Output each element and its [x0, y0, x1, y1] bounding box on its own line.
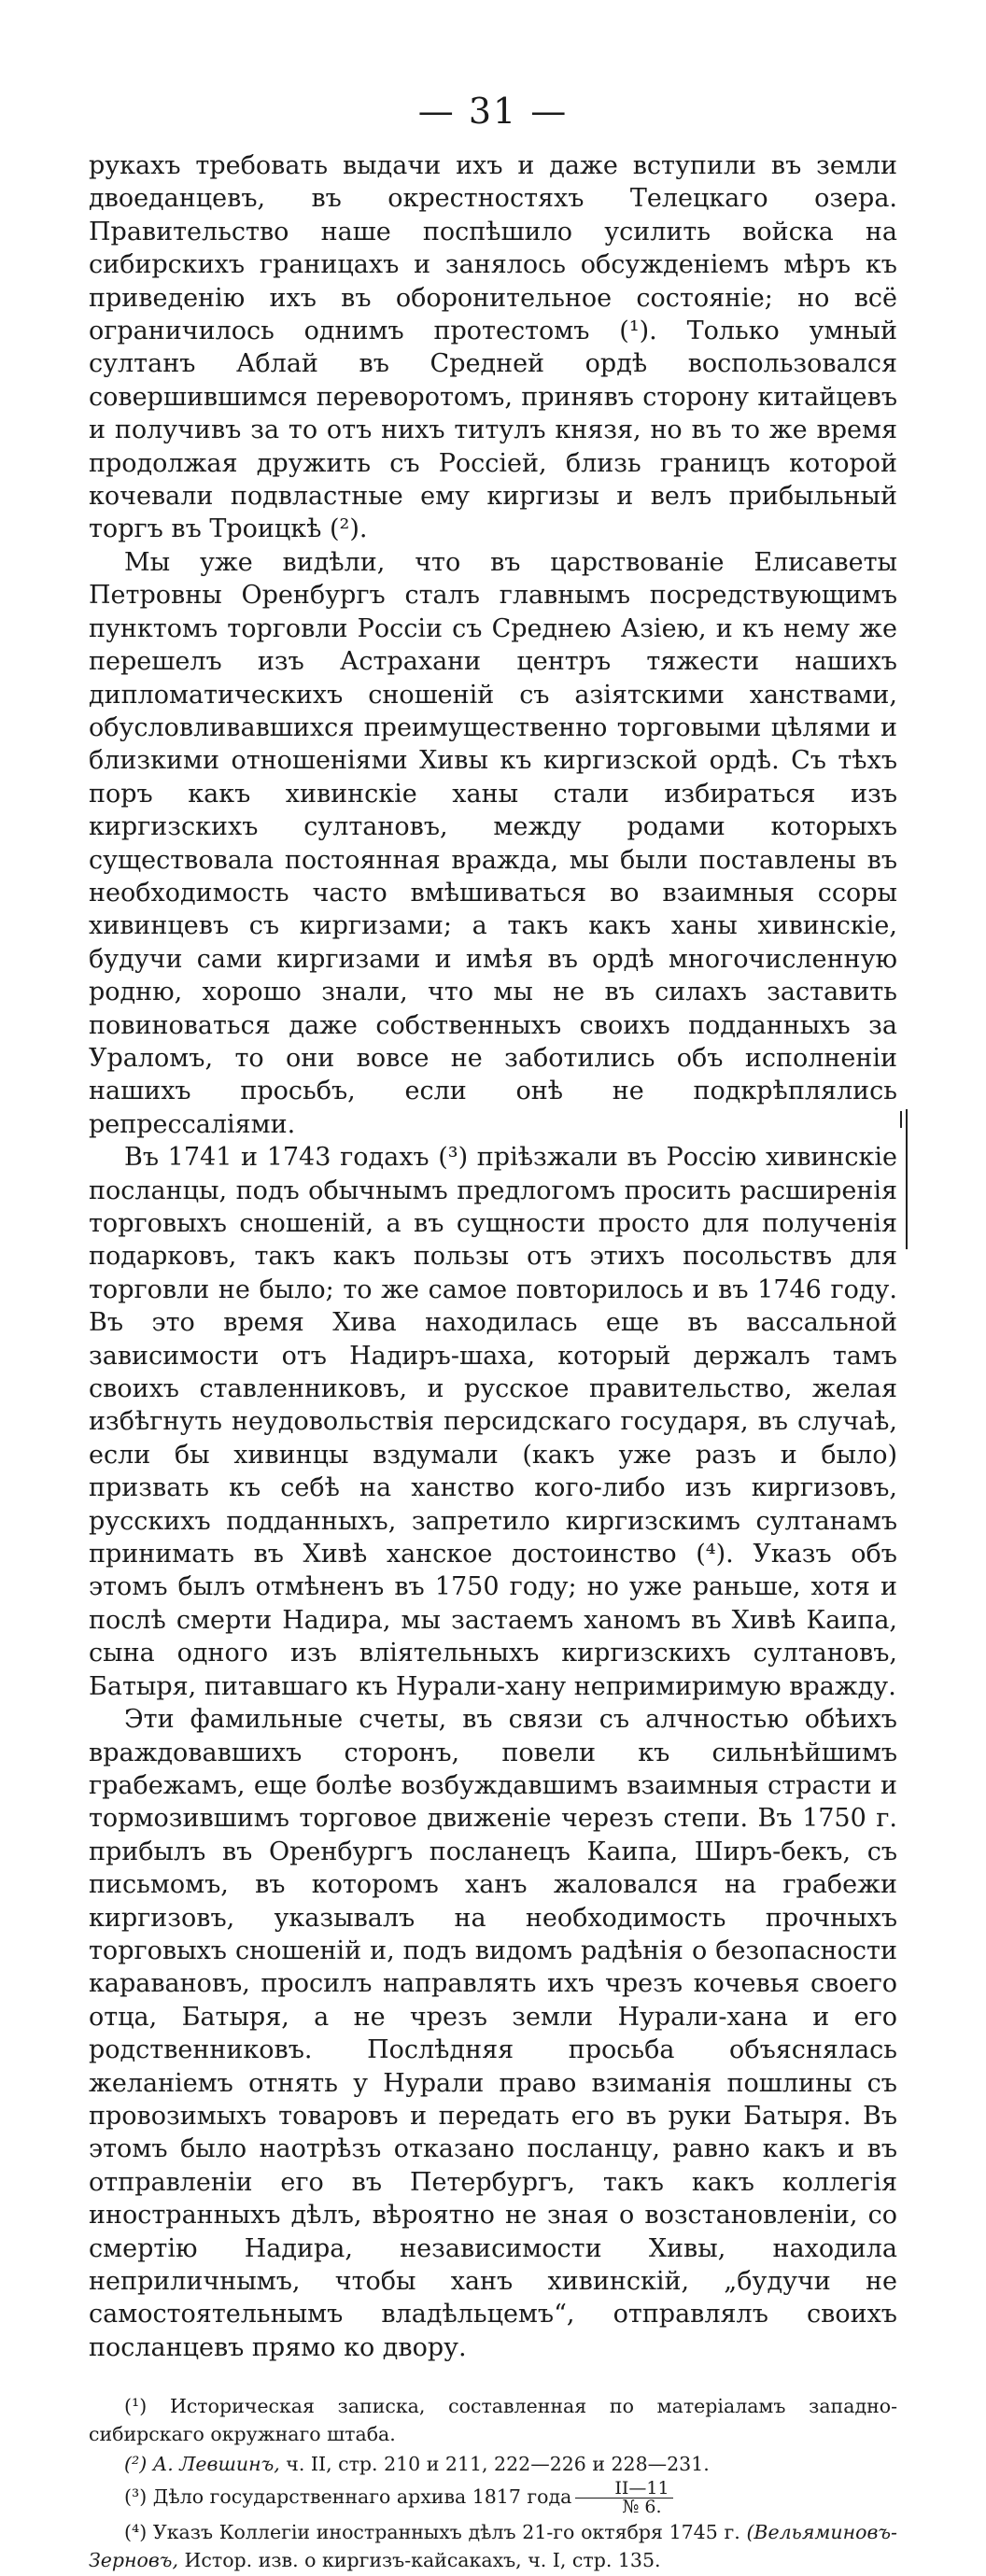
archive-fraction — [575, 2480, 672, 2516]
footnote-2-text: ч. II, стр. 210 и 211, 222—226 и 228—231. — [279, 2453, 710, 2476]
footnote-1: (¹) Историческая записка, составленная по матеріаламъ западно-сибирскаго окружнаго штаба. — [89, 2395, 897, 2446]
paragraph-3: Въ 1741 и 1743 годахъ (³) пріѣзжали въ Россію хивинскіе посланцы, подъ обычнымъ предлогомъ просить расширенія торговыхъ сношеній, а въ сущности просто для полученія подарковъ, такъ какъ пользы отъ этихъ посольствъ для торговли не было; то же самое повторилось и въ 1746 году. Въ это время Хива находилась еще въ вассальной зависимости отъ Надиръ-шаха, который держалъ тамъ своихъ ставленниковъ, и русское правительство, желая избѣгнуть неудовольствія персидскаго государя, въ случаѣ, если бы хивинцы вздумали (какъ уже разъ и было) призвать къ себѣ на ханство кого-либо изъ киргизовъ, русскихъ подданныхъ, запретило киргизскимъ султанамъ принимать въ Хивѣ ханское достоинство (⁴). Указъ объ этомъ былъ отмѣненъ въ 1750 году; но уже раньше, хотя и послѣ смерти Надира, мы застаемъ ханомъ въ Хивѣ Каипа, сына одного изъ вліятельныхъ киргизскихъ султановъ, Батыря, питавшаго къ Нурали-хану непримиримую вражду. — [89, 1143, 897, 1701]
footnote-4-author: (Вельяминовъ-Зерновъ, — [89, 2521, 897, 2572]
fraction-denominator: № 6. — [622, 2497, 662, 2518]
fraction-numerator: II—11 — [575, 2480, 672, 2499]
margin-line-mark — [906, 1109, 908, 1249]
paragraph-1: рукахъ требовать выдачи ихъ и даже вступили въ земли двоеданцевъ, въ окрестностяхъ Телецкаго озера. Правительство наше поспѣшило усилить войска на сибирскихъ границахъ и занялось обсужденіемъ мѣръ къ приведенію ихъ въ оборонительное состояніе; но всё ограничилось однимъ протестомъ (¹). Только умный султанъ Аблай въ Средней ордѣ воспользовался совершившимся переворотомъ, принявъ сторону китайцевъ и получивъ за то отъ нихъ титулъ князя, но въ то же время продолжая дружить съ Россіей, близь границъ которой кочевали подвластные ему киргизы и велъ прибыльный торгъ въ Троицкѣ (²). — [89, 151, 897, 544]
footnote-4-source: Истор. изв. о киргизъ-кайсакахъ, ч. I, стр. 135. — [177, 2549, 661, 2572]
document-page — [89, 93, 897, 2576]
footnote-4-text: (⁴) Указъ Коллегіи иностранныхъ дѣлъ 21-го октября 1745 г. — [124, 2521, 747, 2544]
paragraph-4: Эти фамильные счеты, въ связи съ алчностью обѣихъ враждовавшихъ сторонъ, повели къ сильнѣйшимъ грабежамъ, еще болѣе возбуждавшимъ взаимныя страсти и тормозившимъ торговое движеніе черезъ степи. Въ 1750 г. прибылъ въ Оренбургъ посланецъ Каипа, Ширъ-бекъ, съ письмомъ, въ которомъ ханъ жаловался на грабежи киргизовъ, указывалъ на необходимость прочныхъ торговыхъ сношеній и, подъ видомъ радѣнія о безопасности каравановъ, просилъ направлять ихъ чрезъ кочевья своего отца, Батыря, а не чрезъ земли Нурали-хана и его родственниковъ. Послѣдняя просьба объяснялась желаніемъ отнять у Нурали право взиманія пошлины съ провозимыхъ товаровъ и передать его въ руки Батыря. Въ этомъ было наотрѣзъ отказано посланцу, равно какъ и въ отправленіи его въ Петербургъ, такъ какъ коллегія иностранныхъ дѣлъ, вѣроятно не зная о возстановленіи, со смертію Надира, независимости Хивы, находила неприличнымъ, чтобы ханъ хивинскій, „будучи не самостоятельнымъ владѣльцемъ“, отправлялъ своихъ посланцевъ прямо ко двору. — [89, 1705, 897, 2362]
footnote-3-text: (³) Дѣло государственнаго архива 1817 года — [124, 2485, 572, 2509]
page-number: — 31 — — [417, 91, 569, 132]
footnote-3 — [89, 2480, 897, 2516]
footnote-2-author: (²) А. Левшинъ, — [124, 2453, 280, 2476]
footnote-4 — [89, 2518, 897, 2574]
footnotes — [89, 2392, 897, 2574]
margin-tick-mark — [900, 1111, 902, 1128]
paragraph-2: Мы уже видѣли, что въ царствованіе Елисаветы Петровны Оренбургъ сталъ главнымъ посредствующимъ пунктомъ торговли Россіи съ Среднею Азіею, и къ нему же перешелъ изъ Астрахани центръ тяжести нашихъ дипломатическихъ сношеній съ азіятскими ханствами, обусловливавшихся преимущественно торговыми цѣлями и близкими отношеніями Хивы къ киргизской ордѣ. Съ тѣхъ поръ какъ хивинскіе ханы стали избираться изъ киргизскихъ султановъ, между родами которыхъ существовала постоянная вражда, мы были поставлены въ необходимость часто вмѣшиваться во взаимныя ссоры хивинцевъ съ киргизами; а такъ какъ ханы хивинскіе, будучи сами киргизами и имѣя въ ордѣ многочисленную родню, хорошо знали, что мы не въ силахъ заставить повиноваться даже собственныхъ своихъ подданныхъ за Ураломъ, то они вовсе не заботились объ исполненіи нашихъ просьбъ, если онѣ не подкрѣплялись репрессаліями. — [89, 547, 897, 1139]
footnote-2 — [89, 2450, 897, 2478]
